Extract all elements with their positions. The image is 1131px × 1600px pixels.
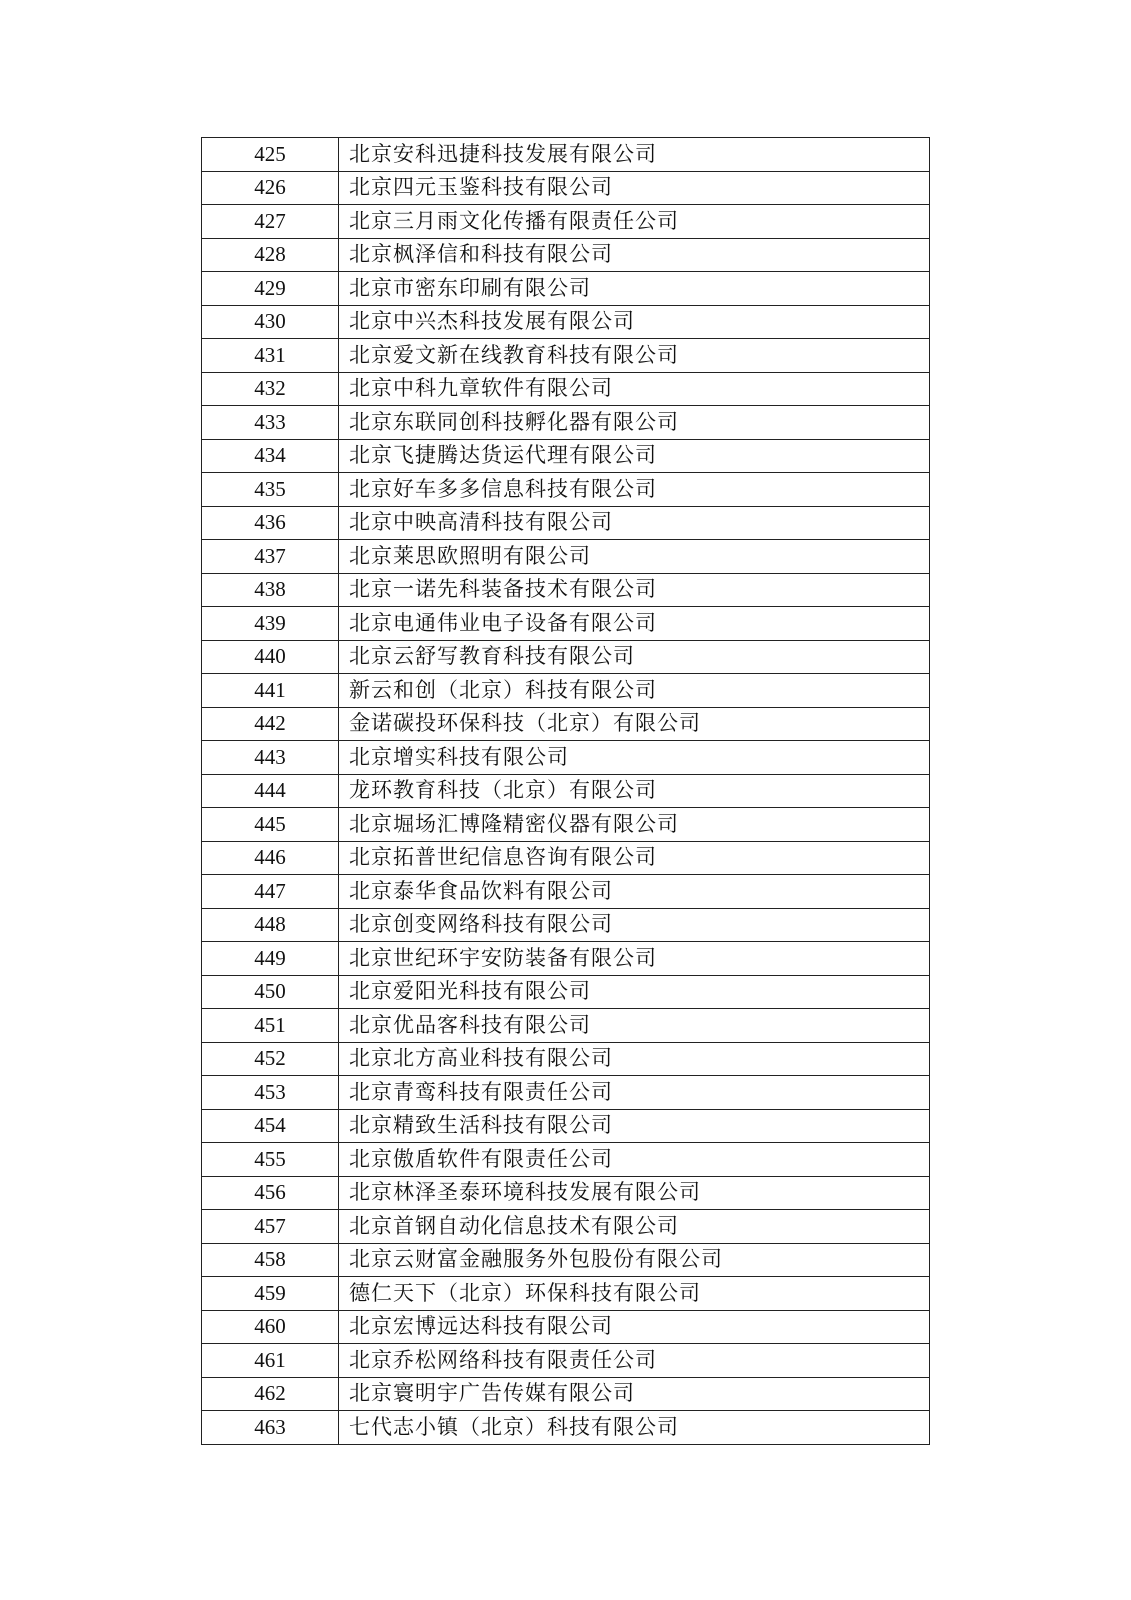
company-name-cell: 北京堀场汇博隆精密仪器有限公司 xyxy=(339,808,930,842)
company-name-cell: 新云和创（北京）科技有限公司 xyxy=(339,674,930,708)
row-number-cell: 453 xyxy=(202,1076,339,1110)
company-name-cell: 北京首钢自动化信息技术有限公司 xyxy=(339,1210,930,1244)
row-number-cell: 431 xyxy=(202,339,339,373)
table-row xyxy=(202,640,930,674)
row-number-cell: 429 xyxy=(202,272,339,306)
table-row xyxy=(202,1277,930,1311)
row-number-cell: 461 xyxy=(202,1344,339,1378)
row-number-cell: 450 xyxy=(202,975,339,1009)
table-row xyxy=(202,1076,930,1110)
company-name-cell: 龙环教育科技（北京）有限公司 xyxy=(339,774,930,808)
row-number-cell: 457 xyxy=(202,1210,339,1244)
table-row xyxy=(202,406,930,440)
row-number-cell: 448 xyxy=(202,908,339,942)
company-name-cell: 北京安科迅捷科技发展有限公司 xyxy=(339,138,930,172)
row-number-cell: 459 xyxy=(202,1277,339,1311)
company-name-cell: 北京增实科技有限公司 xyxy=(339,741,930,775)
company-name-cell: 北京飞捷腾达货运代理有限公司 xyxy=(339,439,930,473)
company-name-cell: 北京四元玉鉴科技有限公司 xyxy=(339,171,930,205)
company-name-cell: 北京泰华食品饮料有限公司 xyxy=(339,875,930,909)
table-row xyxy=(202,875,930,909)
table-row xyxy=(202,1210,930,1244)
table-row xyxy=(202,942,930,976)
table-row xyxy=(202,908,930,942)
row-number-cell: 460 xyxy=(202,1310,339,1344)
company-list-body xyxy=(202,138,930,1445)
row-number-cell: 425 xyxy=(202,138,339,172)
table-row xyxy=(202,138,930,172)
table-row xyxy=(202,1042,930,1076)
row-number-cell: 433 xyxy=(202,406,339,440)
row-number-cell: 427 xyxy=(202,205,339,239)
company-name-cell: 北京优品客科技有限公司 xyxy=(339,1009,930,1043)
row-number-cell: 447 xyxy=(202,875,339,909)
row-number-cell: 454 xyxy=(202,1109,339,1143)
company-name-cell: 北京林泽圣泰环境科技发展有限公司 xyxy=(339,1176,930,1210)
company-name-cell: 北京北方高业科技有限公司 xyxy=(339,1042,930,1076)
company-name-cell: 北京中兴杰科技发展有限公司 xyxy=(339,305,930,339)
table-row xyxy=(202,1377,930,1411)
row-number-cell: 456 xyxy=(202,1176,339,1210)
table-row xyxy=(202,171,930,205)
company-name-cell: 北京枫泽信和科技有限公司 xyxy=(339,238,930,272)
table-row xyxy=(202,1344,930,1378)
table-row xyxy=(202,1310,930,1344)
table-row xyxy=(202,1143,930,1177)
company-name-cell: 北京电通伟业电子设备有限公司 xyxy=(339,607,930,641)
table-row xyxy=(202,975,930,1009)
table-row xyxy=(202,339,930,373)
company-name-cell: 德仁天下（北京）环保科技有限公司 xyxy=(339,1277,930,1311)
row-number-cell: 444 xyxy=(202,774,339,808)
row-number-cell: 452 xyxy=(202,1042,339,1076)
row-number-cell: 436 xyxy=(202,506,339,540)
row-number-cell: 446 xyxy=(202,841,339,875)
row-number-cell: 430 xyxy=(202,305,339,339)
table-row xyxy=(202,238,930,272)
table-row xyxy=(202,439,930,473)
company-name-cell: 北京傲盾软件有限责任公司 xyxy=(339,1143,930,1177)
row-number-cell: 462 xyxy=(202,1377,339,1411)
row-number-cell: 451 xyxy=(202,1009,339,1043)
table-row xyxy=(202,1243,930,1277)
company-name-cell: 北京云舒写教育科技有限公司 xyxy=(339,640,930,674)
company-name-cell: 北京中映高清科技有限公司 xyxy=(339,506,930,540)
company-name-cell: 北京乔松网络科技有限责任公司 xyxy=(339,1344,930,1378)
company-name-cell: 北京拓普世纪信息咨询有限公司 xyxy=(339,841,930,875)
row-number-cell: 441 xyxy=(202,674,339,708)
company-name-cell: 北京东联同创科技孵化器有限公司 xyxy=(339,406,930,440)
table-row xyxy=(202,707,930,741)
company-name-cell: 北京精致生活科技有限公司 xyxy=(339,1109,930,1143)
table-row xyxy=(202,1109,930,1143)
row-number-cell: 435 xyxy=(202,473,339,507)
row-number-cell: 445 xyxy=(202,808,339,842)
company-name-cell: 金诺碳投环保科技（北京）有限公司 xyxy=(339,707,930,741)
company-name-cell: 北京中科九章软件有限公司 xyxy=(339,372,930,406)
table-row xyxy=(202,808,930,842)
table-row xyxy=(202,205,930,239)
table-row xyxy=(202,272,930,306)
row-number-cell: 432 xyxy=(202,372,339,406)
row-number-cell: 439 xyxy=(202,607,339,641)
company-name-cell: 北京创变网络科技有限公司 xyxy=(339,908,930,942)
table-row xyxy=(202,841,930,875)
company-name-cell: 北京宏博远达科技有限公司 xyxy=(339,1310,930,1344)
company-name-cell: 北京青鸾科技有限责任公司 xyxy=(339,1076,930,1110)
row-number-cell: 458 xyxy=(202,1243,339,1277)
table-row xyxy=(202,1176,930,1210)
table-row xyxy=(202,372,930,406)
row-number-cell: 442 xyxy=(202,707,339,741)
table-row xyxy=(202,506,930,540)
row-number-cell: 449 xyxy=(202,942,339,976)
table-row xyxy=(202,473,930,507)
company-name-cell: 北京好车多多信息科技有限公司 xyxy=(339,473,930,507)
row-number-cell: 443 xyxy=(202,741,339,775)
company-name-cell: 北京一诺先科装备技术有限公司 xyxy=(339,573,930,607)
company-name-cell: 北京云财富金融服务外包股份有限公司 xyxy=(339,1243,930,1277)
row-number-cell: 437 xyxy=(202,540,339,574)
table-row xyxy=(202,1009,930,1043)
table-row xyxy=(202,741,930,775)
table-row xyxy=(202,1411,930,1445)
table-row xyxy=(202,540,930,574)
company-name-cell: 北京爱文新在线教育科技有限公司 xyxy=(339,339,930,373)
table-row xyxy=(202,774,930,808)
row-number-cell: 455 xyxy=(202,1143,339,1177)
row-number-cell: 426 xyxy=(202,171,339,205)
company-name-cell: 北京爱阳光科技有限公司 xyxy=(339,975,930,1009)
table-row xyxy=(202,607,930,641)
table-row xyxy=(202,305,930,339)
company-name-cell: 北京三月雨文化传播有限责任公司 xyxy=(339,205,930,239)
table-row xyxy=(202,573,930,607)
row-number-cell: 428 xyxy=(202,238,339,272)
company-name-cell: 北京世纪环宇安防装备有限公司 xyxy=(339,942,930,976)
company-name-cell: 北京市密东印刷有限公司 xyxy=(339,272,930,306)
row-number-cell: 463 xyxy=(202,1411,339,1445)
company-name-cell: 北京寰明宇广告传媒有限公司 xyxy=(339,1377,930,1411)
row-number-cell: 440 xyxy=(202,640,339,674)
row-number-cell: 438 xyxy=(202,573,339,607)
company-name-cell: 七代志小镇（北京）科技有限公司 xyxy=(339,1411,930,1445)
company-list-table xyxy=(201,137,930,1445)
row-number-cell: 434 xyxy=(202,439,339,473)
company-name-cell: 北京莱思欧照明有限公司 xyxy=(339,540,930,574)
table-row xyxy=(202,674,930,708)
